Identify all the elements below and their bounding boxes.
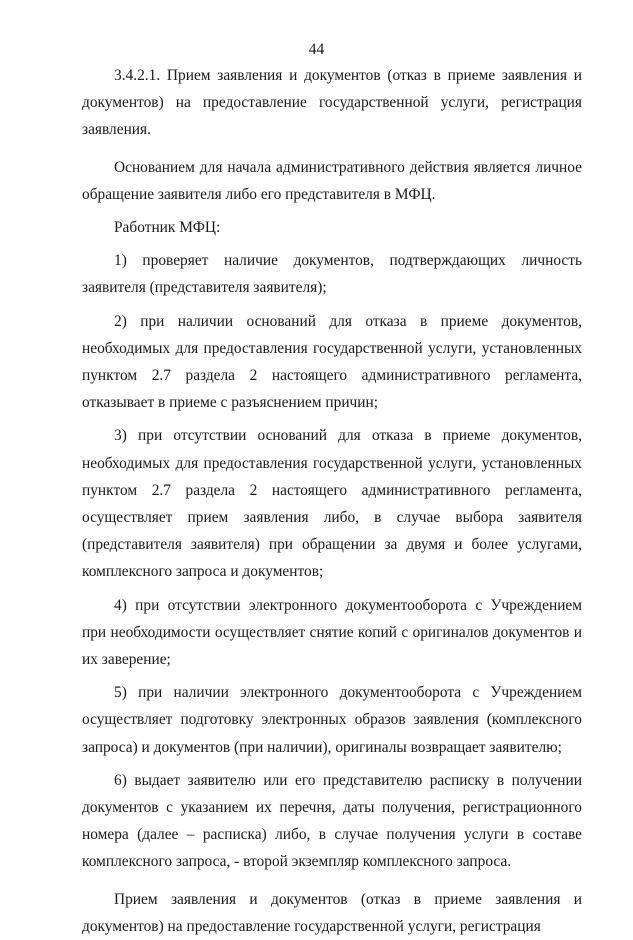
closing-paragraph: Прием заявления и документов (отказ в приеме заявления и документов) на предоставление государственной услуги, регистрация xyxy=(82,890,582,935)
list-item-6: 6) выдает заявителю или его представителю расписку в получении документов с указанием их перечня, даты получения, регистрационного номера (далее – расписка) либо, в случае получения услуги в составе комплексного запроса, - второй экземпляр комплексного запроса. xyxy=(82,771,582,871)
worker-intro-paragraph: Работник МФЦ: xyxy=(114,219,221,237)
section-heading-paragraph: 3.4.2.1. Прием заявления и документов (отказ в приеме заявления и документов) на предоставление государственной услуги, регистрация заявления. xyxy=(82,67,582,139)
page-number: 44 xyxy=(308,41,325,58)
basis-paragraph: Основанием для начала административного действия является личное обращение заявителя либо его представителя в МФЦ. xyxy=(82,158,582,203)
document-body xyxy=(82,62,582,940)
list-item-2: 2) при наличии оснований для отказа в приеме документов, необходимых для предоставления государственной услуги, установленных пунктом 2.7 раздела 2 настоящего административного регламента, отказывает в приеме с разъяснением причин; xyxy=(82,312,582,412)
list-item-1: 1) проверяет наличие документов, подтверждающих личность заявителя (представителя заявителя); xyxy=(82,252,582,297)
list-item-4: 4) при отсутствии электронного документооборота с Учреждением при необходимости осуществляет снятие копий с оригиналов документов и их заверение; xyxy=(82,596,582,669)
list-item-3: 3) при отсутствии оснований для отказа в приеме документов, необходимых для предоставления государственной услуги, установленных пунктом 2.7 раздела 2 настоящего административного регламента, осуществляет прием заявления либо, в случае выбора заявителя (представителя заявителя) при обращении за двумя и более услугами, комплексного запроса и документов; xyxy=(82,427,582,581)
list-item-5: 5) при наличии электронного документооборота с Учреждением осуществляет подготовку электронных образов заявления (комплексного запроса) и документов (при наличии), оригиналы возвращает заявителю; xyxy=(82,684,582,756)
